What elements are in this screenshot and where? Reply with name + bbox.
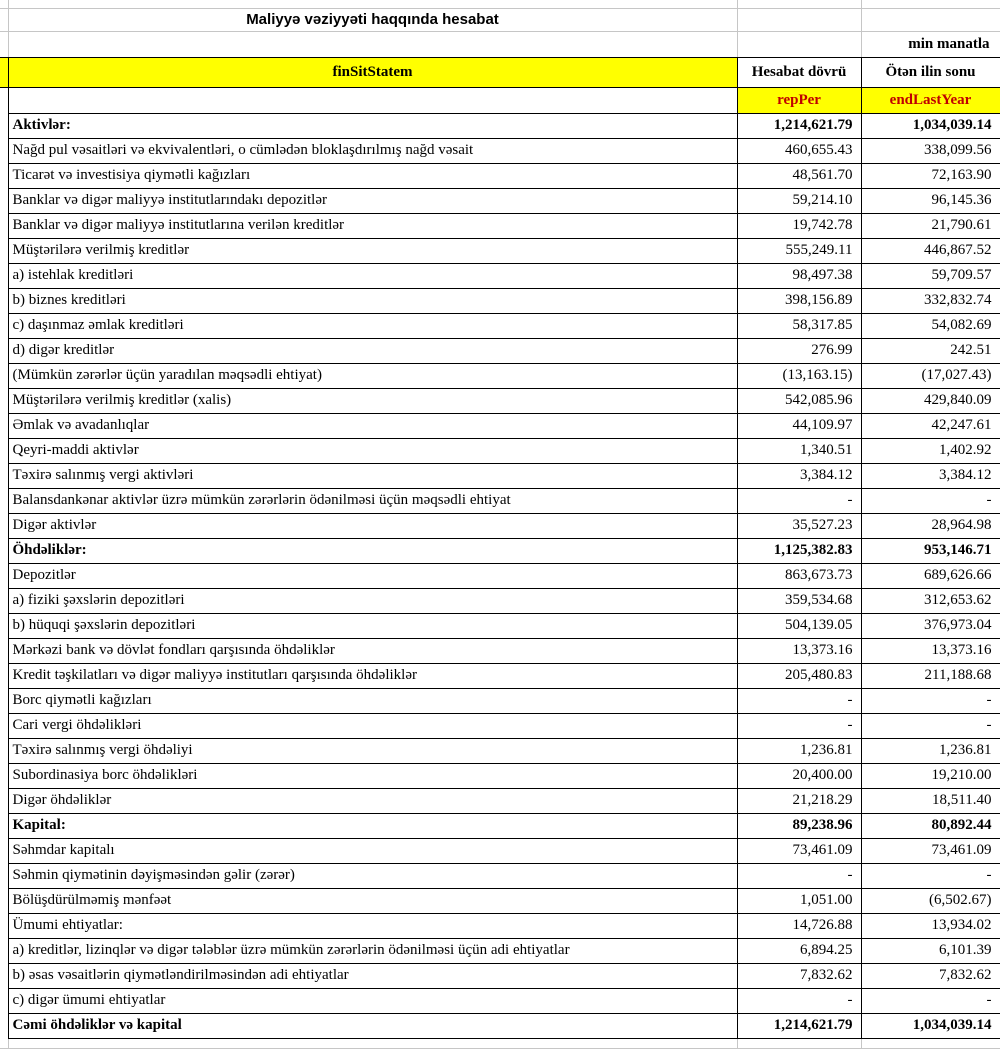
gutter-cell	[0, 663, 8, 688]
row-value-previous: 13,373.16	[861, 638, 1000, 663]
top-spacer-row	[0, 0, 1000, 8]
table-row	[0, 413, 1000, 438]
row-label: Müştərilərə verilmiş kreditlər (xalis)	[8, 388, 737, 413]
row-label: Digər öhdəliklər	[8, 788, 737, 813]
row-value-current: -	[737, 713, 861, 738]
row-value-current: 89,238.96	[737, 813, 861, 838]
table-row	[0, 663, 1000, 688]
row-label: a) istehlak kreditləri	[8, 263, 737, 288]
row-label: Təxirə salınmış vergi öhdəliyi	[8, 738, 737, 763]
spacer-cell	[8, 1038, 737, 1048]
row-label: Cəmi öhdəliklər və kapital	[8, 1013, 737, 1038]
row-value-previous: 72,163.90	[861, 163, 1000, 188]
row-value-previous: 28,964.98	[861, 513, 1000, 538]
gutter-cell	[0, 8, 8, 31]
unit-note-row	[0, 31, 1000, 57]
spacer-cell	[737, 0, 861, 8]
row-label: b) biznes kreditləri	[8, 288, 737, 313]
row-value-current: 504,139.05	[737, 613, 861, 638]
row-value-previous: -	[861, 688, 1000, 713]
gutter-cell	[0, 538, 8, 563]
row-value-current: 555,249.11	[737, 238, 861, 263]
row-label: Mərkəzi bank və dövlət fondları qarşısında öhdəliklər	[8, 638, 737, 663]
gutter-cell	[0, 888, 8, 913]
table-row	[0, 363, 1000, 388]
row-value-previous: 211,188.68	[861, 663, 1000, 688]
gutter-cell	[0, 1048, 8, 1057]
gutter-cell	[0, 1013, 8, 1038]
row-value-previous: 13,934.02	[861, 913, 1000, 938]
row-label: Nağd pul vəsaitləri və ekvivalentləri, o cümlədən bloklaşdırılmış nağd vəsait	[8, 138, 737, 163]
gutter-cell	[0, 763, 8, 788]
gutter-cell	[0, 513, 8, 538]
row-value-previous: 59,709.57	[861, 263, 1000, 288]
row-value-current: -	[737, 688, 861, 713]
table-head-area	[0, 0, 1000, 113]
gutter-cell	[0, 31, 8, 57]
row-label: b) əsas vəsaitlərin qiymətləndirilməsindən adi ehtiyatlar	[8, 963, 737, 988]
row-value-previous: 1,402.92	[861, 438, 1000, 463]
spacer-cell	[8, 0, 737, 8]
table-row	[0, 313, 1000, 338]
row-label: Depozitlər	[8, 563, 737, 588]
gutter-cell	[0, 138, 8, 163]
gutter-cell	[0, 1038, 8, 1048]
table-row	[0, 488, 1000, 513]
gutter-cell	[0, 588, 8, 613]
gutter-cell	[0, 388, 8, 413]
row-label: Digər aktivlər	[8, 513, 737, 538]
row-value-previous: 19,210.00	[861, 763, 1000, 788]
table-row	[0, 338, 1000, 363]
gutter-cell	[0, 188, 8, 213]
gutter-cell	[0, 638, 8, 663]
gutter-cell	[0, 163, 8, 188]
row-value-previous: 96,145.36	[861, 188, 1000, 213]
table-row	[0, 738, 1000, 763]
table-rows	[0, 113, 1000, 1038]
row-value-previous: 689,626.66	[861, 563, 1000, 588]
spacer-cell	[737, 1038, 861, 1048]
gutter-cell	[0, 488, 8, 513]
row-value-previous: 42,247.61	[861, 413, 1000, 438]
bottom-spacer-row	[0, 1038, 1000, 1048]
table-row	[0, 938, 1000, 963]
row-value-current: 460,655.43	[737, 138, 861, 163]
header-current-period: Hesabat dövrü	[737, 57, 861, 87]
row-label: Aktivlər:	[8, 113, 737, 138]
row-value-previous: 21,790.61	[861, 213, 1000, 238]
spacer-cell	[737, 8, 861, 31]
header-row	[0, 57, 1000, 87]
table-row	[0, 688, 1000, 713]
code-current-period: repPer	[737, 87, 861, 113]
gutter-cell	[0, 313, 8, 338]
row-value-current: 6,894.25	[737, 938, 861, 963]
row-value-previous: 1,034,039.14	[861, 113, 1000, 138]
row-value-previous: 80,892.44	[861, 813, 1000, 838]
row-label: Kapital:	[8, 813, 737, 838]
row-value-previous: 3,384.12	[861, 463, 1000, 488]
gutter-cell	[0, 913, 8, 938]
gutter-cell	[0, 463, 8, 488]
row-value-previous: 312,653.62	[861, 588, 1000, 613]
row-label: Səhmin qiymətinin dəyişməsindən gəlir (zərər)	[8, 863, 737, 888]
row-value-current: 542,085.96	[737, 388, 861, 413]
table-row	[0, 138, 1000, 163]
table-row	[0, 713, 1000, 738]
row-label: Müştərilərə verilmiş kreditlər	[8, 238, 737, 263]
gutter-cell	[0, 263, 8, 288]
row-value-current: 44,109.97	[737, 413, 861, 438]
gutter-cell	[0, 57, 8, 87]
gutter-cell	[0, 238, 8, 263]
spacer-cell	[737, 31, 861, 57]
row-label: Cari vergi öhdəlikləri	[8, 713, 737, 738]
row-value-previous: -	[861, 863, 1000, 888]
row-value-current: 48,561.70	[737, 163, 861, 188]
table-row	[0, 813, 1000, 838]
row-value-current: (13,163.15)	[737, 363, 861, 388]
row-label: Borc qiymətli kağızları	[8, 688, 737, 713]
gutter-cell	[0, 413, 8, 438]
row-value-current: 1,214,621.79	[737, 1013, 861, 1038]
table-row	[0, 963, 1000, 988]
row-label: b) hüquqi şəxslərin depozitləri	[8, 613, 737, 638]
row-value-current: 398,156.89	[737, 288, 861, 313]
table-row	[0, 188, 1000, 213]
spacer-cell	[861, 1048, 1000, 1057]
title-row	[0, 8, 1000, 31]
row-label: Ticarət və investisiya qiymətli kağızları	[8, 163, 737, 188]
gutter-cell	[0, 563, 8, 588]
row-value-current: 19,742.78	[737, 213, 861, 238]
row-value-previous: 73,461.09	[861, 838, 1000, 863]
row-value-current: 13,373.16	[737, 638, 861, 663]
row-value-current: 1,214,621.79	[737, 113, 861, 138]
table-row	[0, 988, 1000, 1013]
row-value-current: 359,534.68	[737, 588, 861, 613]
gutter-cell	[0, 113, 8, 138]
gutter-cell	[0, 438, 8, 463]
row-value-previous: 54,082.69	[861, 313, 1000, 338]
row-value-current: 59,214.10	[737, 188, 861, 213]
row-label: Öhdəliklər:	[8, 538, 737, 563]
spacer-cell	[861, 1038, 1000, 1048]
gutter-cell	[0, 813, 8, 838]
gutter-cell	[0, 213, 8, 238]
row-value-previous: (6,502.67)	[861, 888, 1000, 913]
row-value-current: 1,236.81	[737, 738, 861, 763]
table-row	[0, 613, 1000, 638]
row-label: Əmlak və avadanlıqlar	[8, 413, 737, 438]
table-footer-area	[0, 1038, 1000, 1057]
gutter-cell	[0, 963, 8, 988]
code-previous-period: endLastYear	[861, 87, 1000, 113]
table-row	[0, 113, 1000, 138]
row-value-previous: -	[861, 988, 1000, 1013]
row-label: a) fiziki şəxslərin depozitləri	[8, 588, 737, 613]
gutter-cell	[0, 338, 8, 363]
table-row	[0, 213, 1000, 238]
table-row	[0, 863, 1000, 888]
table-row	[0, 388, 1000, 413]
table-row	[0, 463, 1000, 488]
row-label: Banklar və digər maliyyə institutlarındakı depozitlər	[8, 188, 737, 213]
row-value-previous: -	[861, 488, 1000, 513]
spacer-cell	[861, 0, 1000, 8]
row-value-previous: 1,034,039.14	[861, 1013, 1000, 1038]
row-value-current: 14,726.88	[737, 913, 861, 938]
header-statement-code: finSitStatem	[8, 57, 737, 87]
row-value-previous: 1,236.81	[861, 738, 1000, 763]
row-value-previous: (17,027.43)	[861, 363, 1000, 388]
row-value-previous: 242.51	[861, 338, 1000, 363]
gutter-cell	[0, 988, 8, 1013]
gutter-cell	[0, 363, 8, 388]
row-value-previous: 338,099.56	[861, 138, 1000, 163]
gutter-cell	[0, 738, 8, 763]
row-value-current: 58,317.85	[737, 313, 861, 338]
gutter-cell	[0, 0, 8, 8]
row-label: Təxirə salınmış vergi aktivləri	[8, 463, 737, 488]
row-value-current: 863,673.73	[737, 563, 861, 588]
row-value-current: 35,527.23	[737, 513, 861, 538]
row-label: d) digər kreditlər	[8, 338, 737, 363]
table-row	[0, 588, 1000, 613]
row-label: Kredit təşkilatları və digər maliyyə institutları qarşısında öhdəliklər	[8, 663, 737, 688]
table-row	[0, 563, 1000, 588]
row-label: (Mümkün zərərlər üçün yaradılan məqsədli ehtiyat)	[8, 363, 737, 388]
row-label: c) daşınmaz əmlak kreditləri	[8, 313, 737, 338]
row-label: Banklar və digər maliyyə institutlarına verilən kreditlər	[8, 213, 737, 238]
table-row	[0, 163, 1000, 188]
row-value-current: 205,480.83	[737, 663, 861, 688]
row-value-previous: 6,101.39	[861, 938, 1000, 963]
row-value-previous: 7,832.62	[861, 963, 1000, 988]
row-value-current: 21,218.29	[737, 788, 861, 813]
table-row	[0, 913, 1000, 938]
row-label: Səhmdar kapitalı	[8, 838, 737, 863]
table-row	[0, 638, 1000, 663]
unit-note: min manatla	[861, 31, 1000, 57]
table-row	[0, 763, 1000, 788]
row-label: c) digər ümumi ehtiyatlar	[8, 988, 737, 1013]
row-label: Balansdankənar aktivlər üzrə mümkün zərərlərin ödənilməsi üçün məqsədli ehtiyat	[8, 488, 737, 513]
gutter-cell	[0, 688, 8, 713]
row-value-current: 1,051.00	[737, 888, 861, 913]
row-value-current: 3,384.12	[737, 463, 861, 488]
row-value-current: 7,832.62	[737, 963, 861, 988]
row-value-previous: 376,973.04	[861, 613, 1000, 638]
row-value-current: 20,400.00	[737, 763, 861, 788]
gutter-cell	[0, 788, 8, 813]
table-row	[0, 888, 1000, 913]
row-value-previous: 953,146.71	[861, 538, 1000, 563]
table-row	[0, 438, 1000, 463]
row-value-previous: 18,511.40	[861, 788, 1000, 813]
row-value-current: 98,497.38	[737, 263, 861, 288]
row-label: Ümumi ehtiyatlar:	[8, 913, 737, 938]
row-label: a) kreditlər, lizinqlər və digər tələblər üzrə mümkün zərərlərin ödənilməsi üçün adi ehtiyatlar	[8, 938, 737, 963]
row-value-current: 276.99	[737, 338, 861, 363]
row-value-current: -	[737, 863, 861, 888]
table-row	[0, 838, 1000, 863]
table-row	[0, 538, 1000, 563]
header-previous-period: Ötən ilin sonu	[861, 57, 1000, 87]
bottom-filler-row	[0, 1048, 1000, 1057]
spacer-cell	[8, 31, 737, 57]
row-value-current: 1,340.51	[737, 438, 861, 463]
empty-code-label-cell	[8, 87, 737, 113]
gutter-cell	[0, 613, 8, 638]
spacer-cell	[737, 1048, 861, 1057]
row-value-current: 73,461.09	[737, 838, 861, 863]
gutter-cell	[0, 288, 8, 313]
row-value-current: -	[737, 488, 861, 513]
gutter-cell	[0, 863, 8, 888]
spacer-cell	[861, 8, 1000, 31]
page-title: Maliyyə vəziyyəti haqqında hesabat	[8, 8, 737, 31]
row-value-previous: 332,832.74	[861, 288, 1000, 313]
table-row	[0, 788, 1000, 813]
row-value-previous: -	[861, 713, 1000, 738]
row-value-current: -	[737, 988, 861, 1013]
table-row	[0, 1013, 1000, 1038]
spacer-cell	[8, 1048, 737, 1057]
table-row	[0, 263, 1000, 288]
row-value-previous: 429,840.09	[861, 388, 1000, 413]
row-value-previous: 446,867.52	[861, 238, 1000, 263]
table-row	[0, 513, 1000, 538]
gutter-cell	[0, 713, 8, 738]
gutter-cell	[0, 838, 8, 863]
table-row	[0, 238, 1000, 263]
row-label: Qeyri-maddi aktivlər	[8, 438, 737, 463]
row-value-current: 1,125,382.83	[737, 538, 861, 563]
gutter-cell	[0, 87, 8, 113]
row-label: Subordinasiya borc öhdəlikləri	[8, 763, 737, 788]
code-row	[0, 87, 1000, 113]
row-label: Bölüşdürülməmiş mənfəət	[8, 888, 737, 913]
table-row	[0, 288, 1000, 313]
gutter-cell	[0, 938, 8, 963]
